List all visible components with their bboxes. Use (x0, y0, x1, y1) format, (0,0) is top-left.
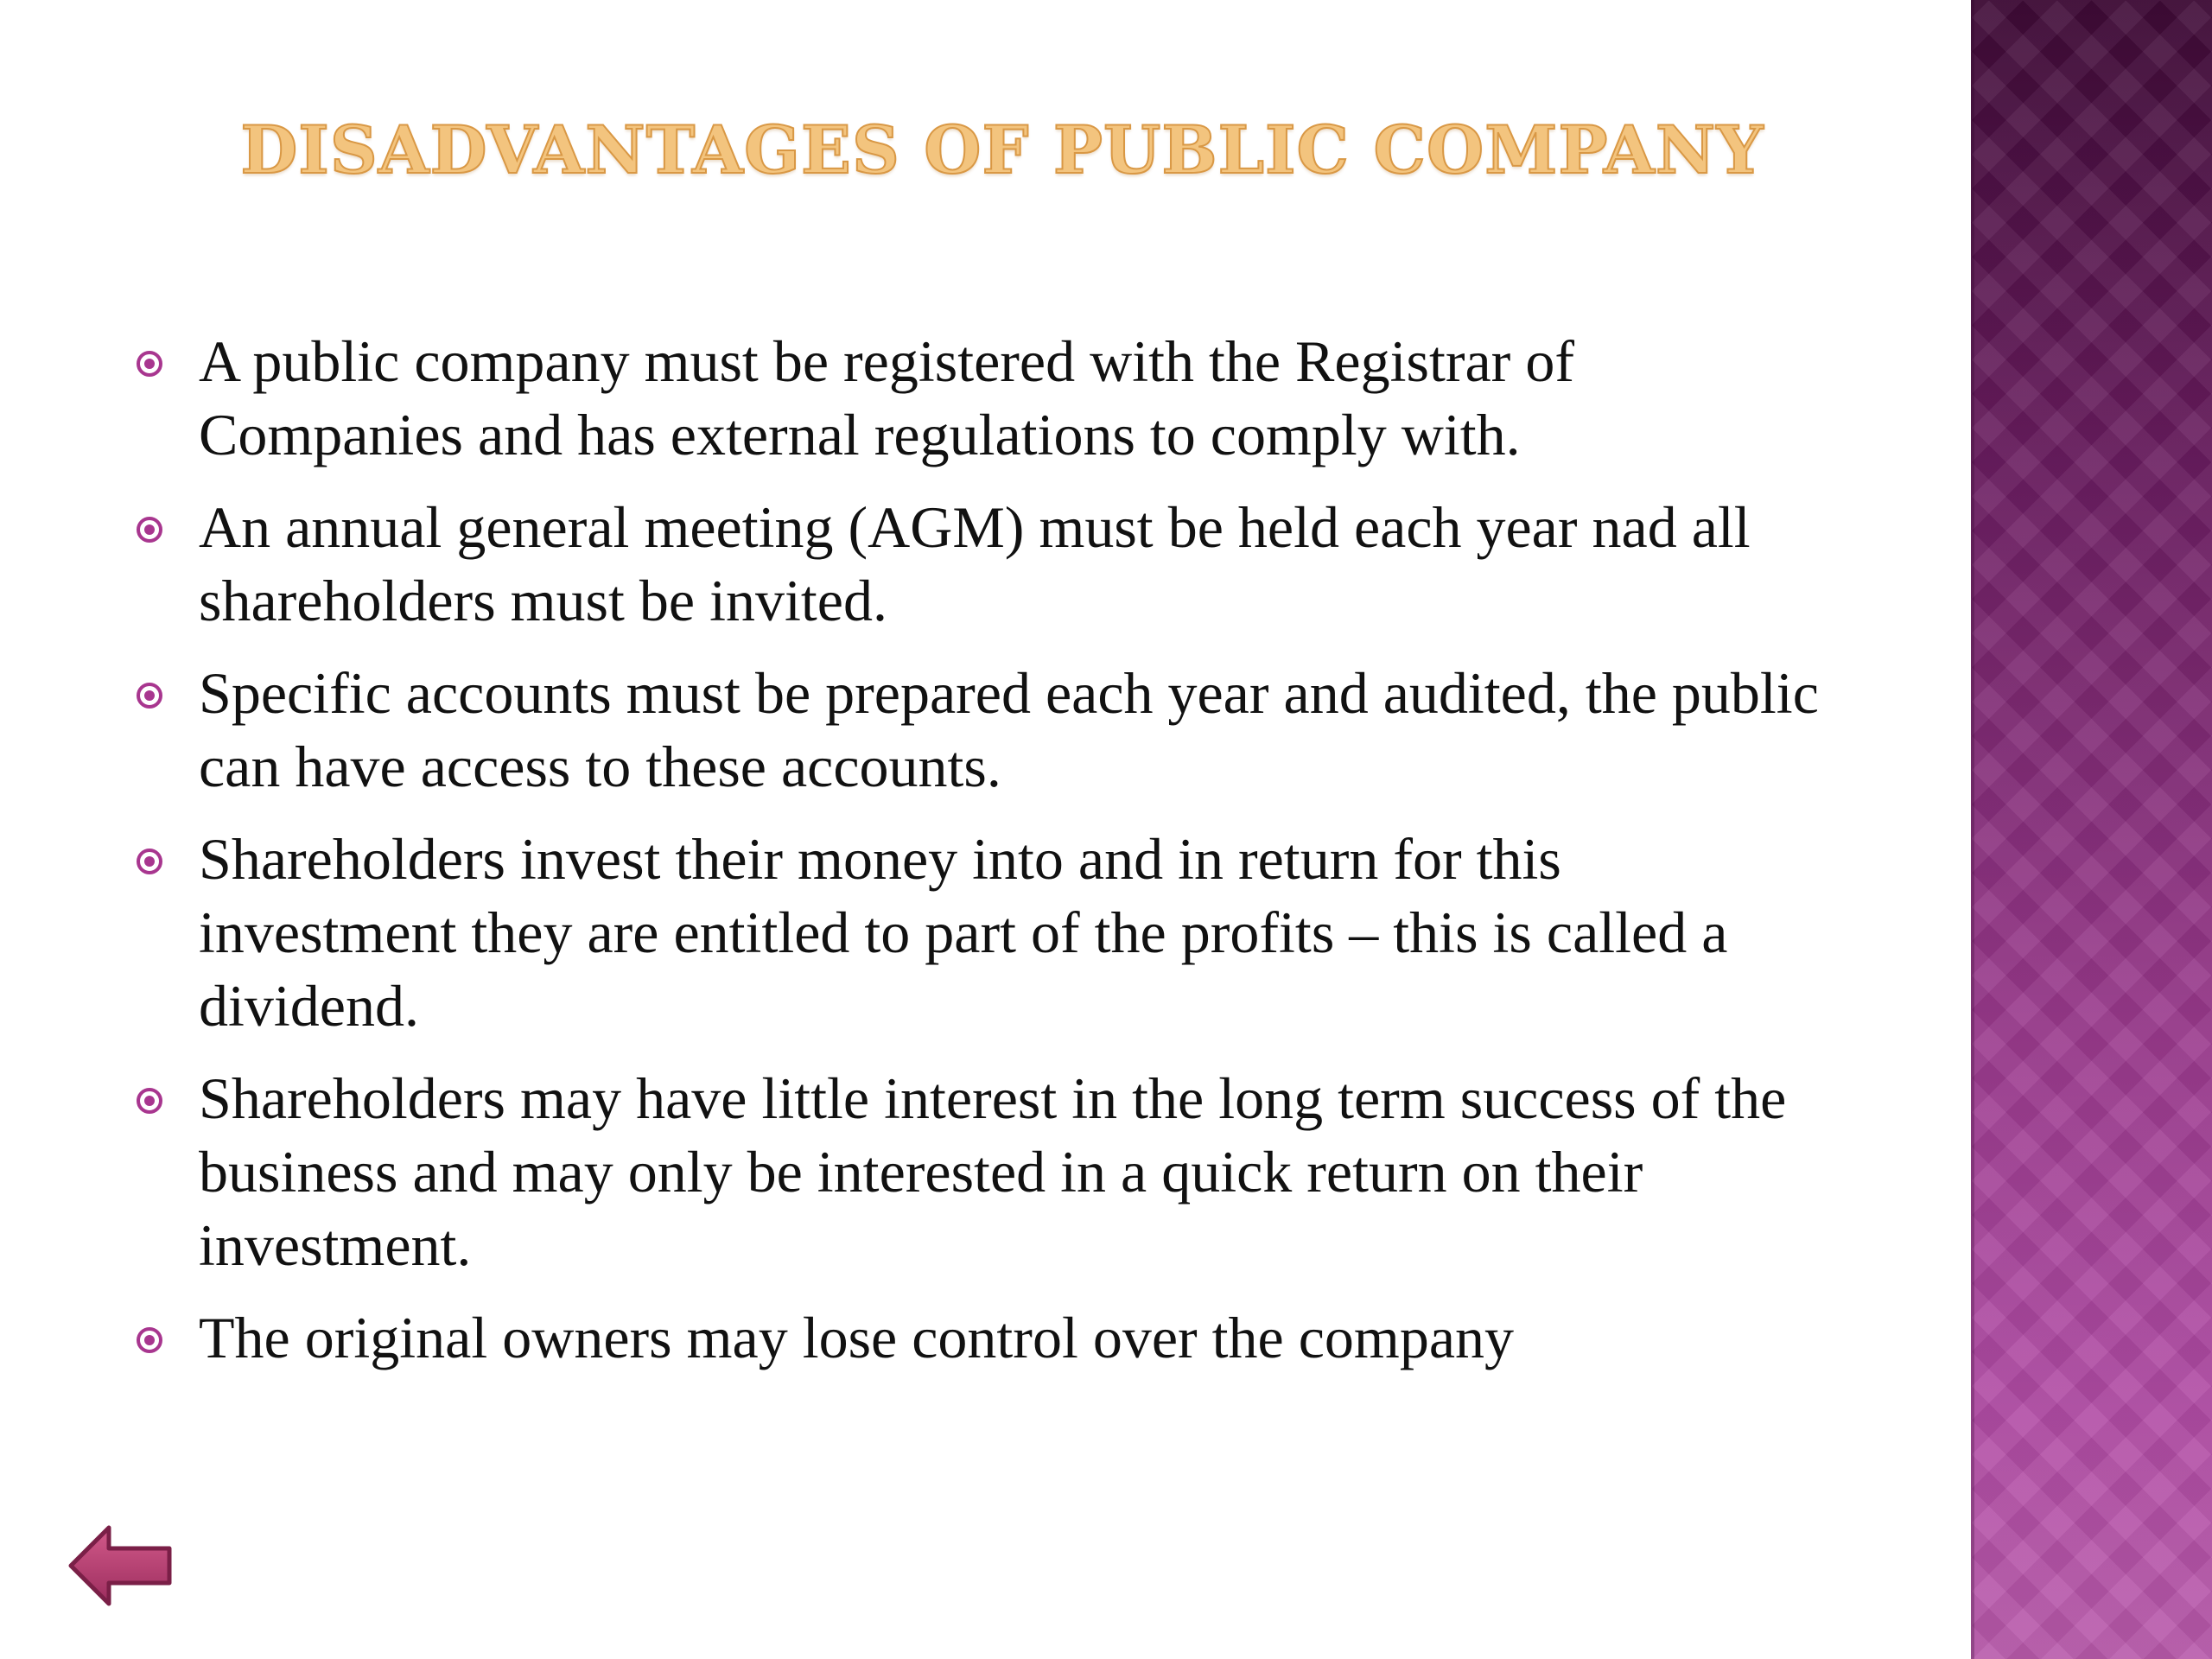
circle-dot-icon (137, 1327, 162, 1353)
circle-dot-icon (137, 517, 162, 543)
bullet-item (130, 325, 1823, 472)
side-decoration-band (1971, 0, 2212, 1659)
circle-dot-icon (137, 683, 162, 709)
circle-dot-icon (137, 849, 162, 874)
bullet-text: An annual general meeting (AGM) must be held each year nad all shareholders must be invited. (199, 494, 1751, 633)
left-arrow-icon (67, 1522, 175, 1609)
side-band-edge (1971, 0, 1974, 1659)
bullet-text: The original owners may lose control over the company (199, 1305, 1514, 1370)
bullet-text: A public company must be registered with the Registrar of Companies and has external regulations to comply with. (199, 328, 1574, 467)
bullet-list (130, 325, 1823, 1394)
bullet-item (130, 1301, 1823, 1375)
bullet-item (130, 657, 1823, 804)
circle-dot-icon (137, 351, 162, 377)
bullet-item (130, 823, 1823, 1043)
bullet-text: Specific accounts must be prepared each year and audited, the public can have access to these accounts. (199, 660, 1819, 799)
bullet-text: Shareholders invest their money into and in return for this investment they are entitled to part of the profits – this is called a dividend. (199, 826, 1728, 1039)
bullet-item (130, 491, 1823, 638)
circle-dot-icon (137, 1088, 162, 1114)
bullet-item (130, 1062, 1823, 1282)
bullet-text: Shareholders may have little interest in the long term success of the business and may only be interested in a quick return on their investment. (199, 1065, 1787, 1278)
back-button[interactable] (67, 1522, 175, 1609)
slide-title: DISADVANTAGES OF PUBLIC COMPANY (240, 111, 1764, 188)
